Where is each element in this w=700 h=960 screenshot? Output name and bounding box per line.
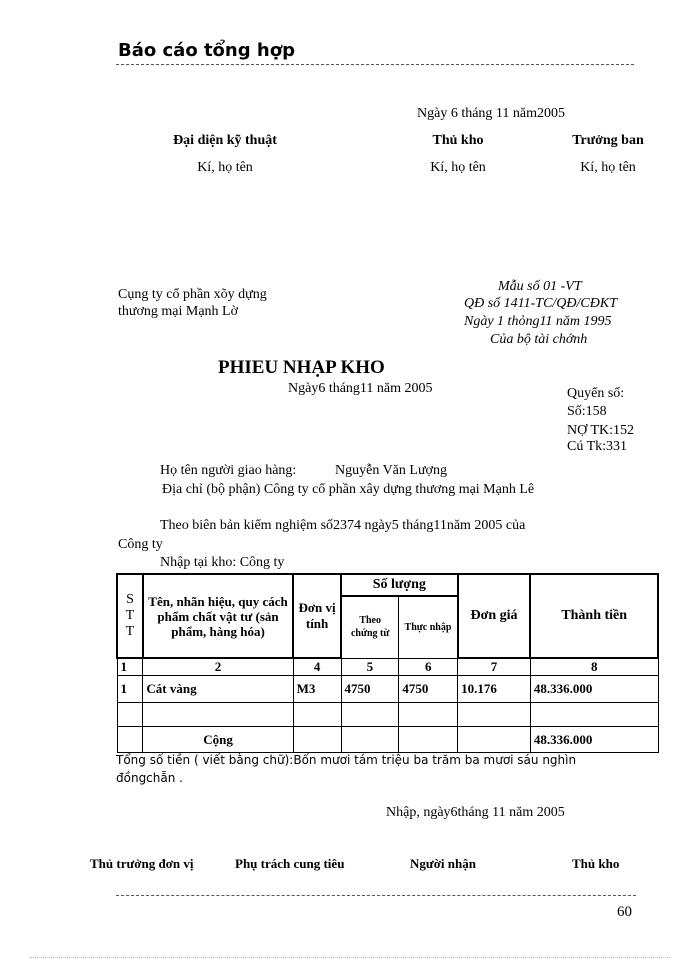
header-unit-price: Đơn giá bbox=[458, 574, 531, 658]
form-ref-line3: Ngày 1 thỏng11 năm 1995 bbox=[464, 314, 612, 329]
page-number: 60 bbox=[617, 904, 632, 920]
index-cell: 8 bbox=[530, 658, 658, 676]
goods-receipt-table bbox=[116, 573, 659, 753]
signatory-sign-technical: Kí, họ tên bbox=[197, 160, 253, 175]
row-item-name: Cát vàng bbox=[143, 676, 293, 703]
company-name-line1: Cụng ty cổ phần xõy dựng bbox=[118, 287, 267, 302]
header-qty-document: Theo chứng từ bbox=[341, 596, 399, 658]
form-ref-line4: Của bộ tài chớnh bbox=[490, 332, 588, 347]
total-label: Cộng bbox=[143, 727, 293, 753]
basis-line-1: Theo biên bản kiểm nghiệm số2374 ngày5 tháng11năm 2005 của bbox=[160, 518, 526, 533]
row-stt: 1 bbox=[117, 676, 143, 703]
signatory-role-storekeeper: Thủ kho bbox=[432, 133, 484, 148]
sign-unit-head: Thủ trưởng đơn vị bbox=[90, 856, 194, 871]
header-quantity: Số lượng bbox=[341, 574, 458, 596]
header-item-name: Tên, nhãn hiệu, quy cách phẩm chất vật tư (sản phẩm, hàng hóa) bbox=[143, 574, 293, 658]
warehouse-location: Nhập tại kho: Công ty bbox=[160, 555, 285, 570]
index-cell: 5 bbox=[341, 658, 399, 676]
serial-number: Số:158 bbox=[567, 404, 607, 419]
form-ref-line1: Mẫu số 01 -VT bbox=[498, 279, 582, 294]
form-ref-line2: QĐ số 1411-TC/QĐ/CĐKT bbox=[464, 296, 617, 311]
table-row-empty bbox=[117, 703, 658, 727]
amount-in-words-line1: Tổng số tiền ( viết bằng chữ):Bốn mươi tám triệu ba trăm ba mươi sáu nghìn bbox=[116, 753, 577, 767]
header-stt: S T T bbox=[117, 574, 143, 658]
page-bottom-border bbox=[30, 957, 670, 958]
document-title: PHIEU NHẠP KHO bbox=[218, 357, 385, 378]
debit-account: NỢ TK:152 bbox=[567, 423, 635, 438]
header-divider bbox=[116, 64, 634, 65]
index-cell: 6 bbox=[399, 658, 458, 676]
sign-storekeeper: Thủ kho bbox=[572, 856, 620, 871]
header-unit: Đơn vị tính bbox=[293, 574, 341, 658]
row-qty-document: 4750 bbox=[341, 676, 399, 703]
index-cell: 4 bbox=[293, 658, 341, 676]
signatory-role-technical: Đại diện kỹ thuật bbox=[173, 133, 277, 148]
top-date: Ngày 6 tháng 11 năm2005 bbox=[417, 106, 566, 121]
deliverer-name: Nguyễn Văn Lượng bbox=[335, 463, 447, 478]
index-cell: 1 bbox=[117, 658, 143, 676]
row-qty-actual: 4750 bbox=[399, 676, 458, 703]
company-name-line2: thương mại Mạnh Lờ bbox=[118, 304, 238, 319]
signatory-role-head: Trưởng ban bbox=[572, 133, 644, 148]
signatory-sign-storekeeper: Kí, họ tên bbox=[430, 160, 486, 175]
sign-receiver: Người nhận bbox=[410, 856, 476, 871]
receipt-sign-date: Nhập, ngày6tháng 11 năm 2005 bbox=[386, 805, 565, 820]
header-amount: Thành tiền bbox=[530, 574, 658, 658]
header-qty-actual: Thực nhập bbox=[399, 596, 458, 658]
deliverer-address: Địa chỉ (bộ phận) Công ty cổ phần xây dựng thương mại Mạnh Lê bbox=[162, 482, 535, 497]
basis-line-2: Công ty bbox=[118, 537, 163, 552]
total-amount: 48.336.000 bbox=[530, 727, 658, 753]
footer-divider bbox=[116, 895, 636, 896]
credit-account: Cú Tk:331 bbox=[567, 439, 628, 454]
deliverer-label: Họ tên người giao hàng: bbox=[160, 463, 297, 478]
book-number: Quyển số: bbox=[567, 386, 625, 401]
amount-in-words-line2: đồngchẵn . bbox=[116, 771, 183, 785]
table-total-row bbox=[117, 727, 658, 753]
document-date: Ngày6 tháng11 năm 2005 bbox=[288, 381, 433, 396]
report-header-title: Báo cáo tổng hợp bbox=[118, 40, 295, 61]
row-amount: 48.336.000 bbox=[530, 676, 658, 703]
row-unit-price: 10.176 bbox=[458, 676, 531, 703]
index-cell: 2 bbox=[143, 658, 293, 676]
table-row bbox=[117, 676, 658, 703]
signatory-sign-head: Kí, họ tên bbox=[580, 160, 636, 175]
index-cell: 7 bbox=[458, 658, 531, 676]
row-unit: M3 bbox=[293, 676, 341, 703]
sign-supply-manager: Phụ trách cung tiêu bbox=[235, 856, 345, 871]
